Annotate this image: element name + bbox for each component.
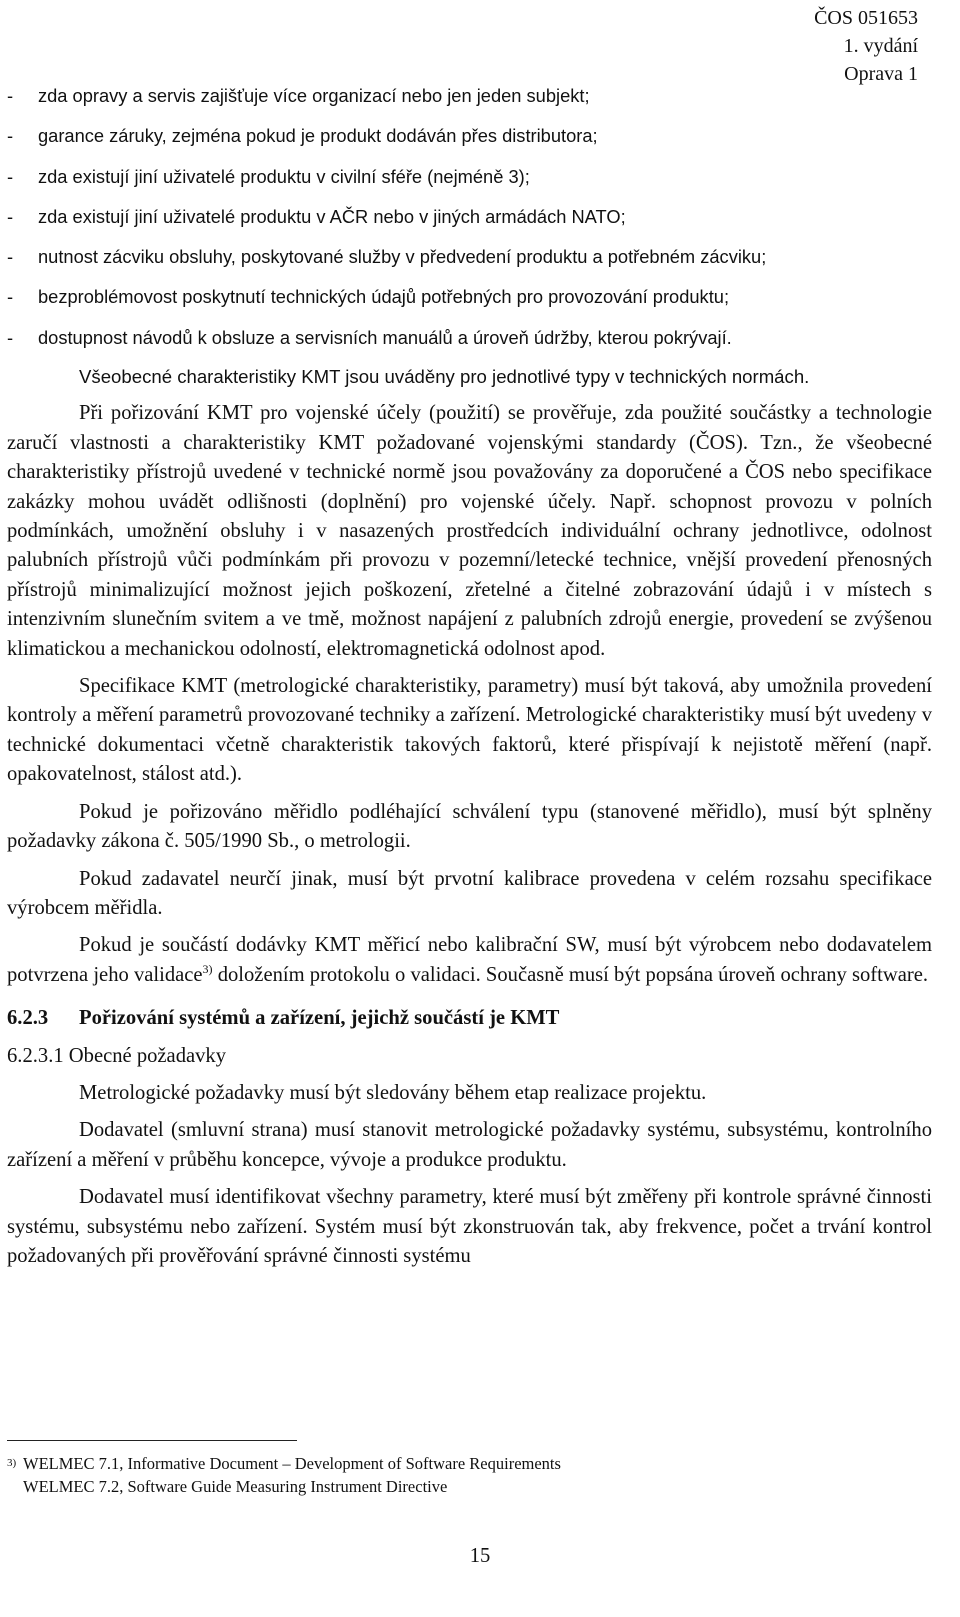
paragraph-general-characteristics: Všeobecné charakteristiky KMT jsou uváděny pro jednotlivé typy v technických normách. — [79, 366, 810, 387]
paragraph-supplier-requirements: Dodavatel (smluvní strana) musí stanovit metrologické požadavky systému, subsystému, kontrolního zařízení a měření v průběhu koncepce, vývoje a produkce produktu. — [7, 1119, 932, 1171]
list-item — [7, 277, 932, 317]
list-item — [7, 157, 932, 197]
list-item-text: dostupnost návodů k obsluze a servisních manuálů a úroveň údržby, kterou pokrývají. — [38, 326, 732, 348]
document-amendment: Oprava 1 — [844, 63, 918, 85]
list-dash: - — [7, 85, 14, 106]
footnote-text: WELMEC 7.2, Software Guide Measuring Instrument Directive — [23, 1477, 448, 1496]
list-item — [7, 237, 932, 277]
list-item — [7, 116, 932, 156]
footnote-line — [7, 1452, 932, 1475]
list-dash: - — [7, 125, 14, 147]
paragraph-text: Pokud je součástí dodávky KMT měřicí nebo kalibrační SW, musí být výrobcem nebo dodavatelem potvrzena jeho validace — [7, 934, 932, 986]
list-dash: - — [7, 326, 14, 348]
section-number: 6.2.3 — [7, 1007, 49, 1030]
list-item — [7, 197, 932, 237]
footnotes — [7, 1452, 932, 1498]
page-number: 15 — [469, 1545, 491, 1567]
list-item-text: zda opravy a servis zajišťuje více organizací nebo jen jeden subjekt; — [38, 85, 590, 106]
list-item — [7, 318, 932, 358]
list-item-text: nutnost zácviku obsluhy, poskytované služby v předvedení produktu a potřebném zácviku; — [38, 246, 767, 268]
paragraph-supplier-parameters: Dodavatel musí identifikovat všechny parametry, které musí být změřeny při kontrole správné činnosti systému, subsystému nebo zařízení. Systém musí být zkonstruován tak, aby frekvence, počet a trvání kontrol požadovaných při prověřování správné činnosti systému — [7, 1186, 932, 1267]
paragraph-metrology-requirements: Metrologické požadavky musí být sledovány během etap realizace projektu. — [79, 1081, 707, 1104]
subsection-heading: 6.2.3.1 Obecné požadavky — [7, 1044, 227, 1067]
paragraph-kmt-specification: Specifikace KMT (metrologické charakteristiky, parametry) musí být taková, aby umožnila provedení kontroly a měření parametrů provozované techniky a zařízení. Metrologické charakteristiky musí být uvedeny v technické dokumentaci včetně charakteristik takových faktorů, které přispívají k nejistotě měření (např. opakovatelnost, stálost atd.). — [7, 675, 932, 786]
list-dash: - — [7, 246, 14, 268]
list-item-text: garance záruky, zejména pokud je produkt dodáván přes distributora; — [38, 125, 598, 147]
document-edition: 1. vydání — [843, 35, 918, 57]
section-title: Pořizování systémů a zařízení, jejichž součástí je KMT — [79, 1007, 560, 1030]
document-body — [7, 362, 932, 1279]
footnote-text: WELMEC 7.1, Informative Document – Development of Software Requirements — [23, 1454, 561, 1473]
footnote-reference: 3) — [202, 961, 213, 976]
list-item — [7, 76, 932, 116]
section-heading — [7, 1004, 932, 1033]
criteria-list — [7, 76, 932, 358]
paragraph-initial-calibration: Pokud zadavatel neurčí jinak, musí být prvotní kalibrace provedena v celém rozsahu specifikace výrobcem měřidla. — [7, 867, 932, 919]
document-code: ČOS 051653 — [814, 7, 918, 29]
list-item-text: zda existují jiní uživatelé produktu v AČR nebo v jiných armádách NATO; — [38, 205, 626, 227]
list-item-text: bezproblémovost poskytnutí technických údajů potřebných pro provozování produktu; — [38, 286, 730, 308]
paragraph-software-validation — [7, 931, 932, 990]
list-item-text: zda existují jiní uživatelé produktu v civilní sféře (nejméně 3); — [38, 165, 530, 187]
list-dash: - — [7, 165, 14, 187]
paragraph-military-procurement: Při pořizování KMT pro vojenské účely (použití) se prověřuje, zda použité součástky a technologie zaručí vlastnosti a charakteristiky KMT požadované vojenskými standardy (ČOS). Tzn., že všeobecné charakteristiky přístrojů uvedené v technické normě jsou považovány za doporučené a ČOS nebo specifikace zakázky mohou uvádět odlišnosti (doplnění) pro vojenské účely. Např. schopnost provozu v polních podmínkách, umožnění obsluhy i v nasazených prostředcích individuální ochrany jednotlivce, odolnost palubních přístrojů vůči podmínkám při provozu v pozemní/letecké technice, vnější provedení přenosných přístrojů minimalizující možnost jejich poškození, zřetelné a čitelné zobrazování údajů i v místech s intenzivním slunečním svitem a ve tmě, možnost napájení z palubních zdrojů energie, provedení se zvýšenou klimatickou a mechanickou odolností, elektromagnetická odolnost apod. — [7, 402, 932, 660]
footnote-separator — [7, 1440, 297, 1441]
paragraph-type-approval: Pokud je pořizováno měřidlo podléhající schválení typu (stanovené měřidlo), musí být splněny požadavky zákona č. 505/1990 Sb., o metrologii. — [7, 800, 932, 853]
paragraph-text: doložením protokolu o validaci. Současně musí být popsána úroveň ochrany software. — [212, 963, 929, 986]
list-dash: - — [7, 286, 14, 308]
list-dash: - — [7, 205, 14, 227]
footnote-mark: 3) — [7, 1457, 17, 1469]
footnote-line — [7, 1475, 932, 1498]
